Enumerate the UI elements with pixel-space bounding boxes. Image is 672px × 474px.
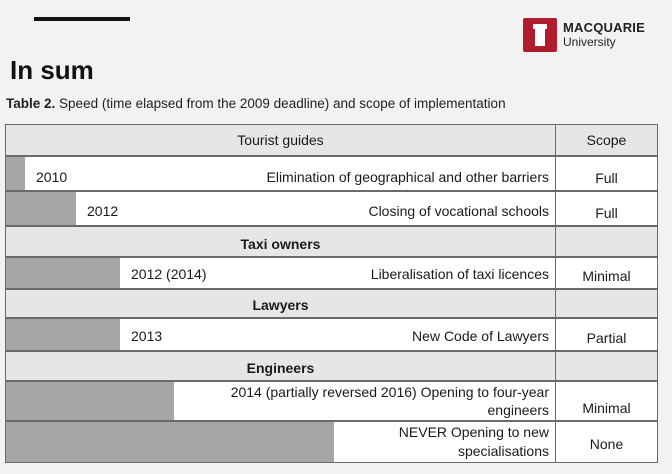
row-year: 2012 xyxy=(87,203,119,219)
row-scope: Full xyxy=(555,191,658,226)
elapsed-bar xyxy=(6,258,120,288)
table-row xyxy=(5,381,658,421)
row-scope: Full xyxy=(555,156,658,191)
elapsed-bar xyxy=(6,319,120,350)
logo-line2: University xyxy=(563,35,616,49)
section-engineers: Engineers xyxy=(246,360,315,376)
row-desc-line2: engineers xyxy=(487,402,549,418)
row-desc-line1: 2014 (partially reversed 2016) Opening to four-year xyxy=(230,384,549,400)
row-scope: Partial xyxy=(555,318,658,351)
table-row xyxy=(5,318,658,351)
table-row xyxy=(5,156,658,191)
table-row xyxy=(5,257,658,289)
row-scope: Minimal xyxy=(555,257,658,289)
row-desc-line1: NEVER Opening to new xyxy=(398,424,549,440)
elapsed-bar xyxy=(6,157,25,190)
elapsed-bar xyxy=(6,422,334,462)
section-lawyers: Lawyers xyxy=(252,297,309,313)
crest-icon xyxy=(523,18,557,52)
top-rule xyxy=(34,17,130,21)
header-tourist-guides: Tourist guides xyxy=(237,132,324,148)
caption-text: Speed (time elapsed from the 2009 deadline) and scope of implementation xyxy=(59,96,506,111)
university-logo xyxy=(523,17,645,53)
table-row xyxy=(5,421,658,463)
row-year: 2010 xyxy=(36,169,68,185)
row-desc: Elimination of geographical and other barriers xyxy=(266,169,549,185)
row-scope: Minimal xyxy=(555,381,658,421)
logo-line1: MACQUARIE xyxy=(563,20,645,35)
section-taxi-owners: Taxi owners xyxy=(240,236,321,252)
section-row xyxy=(5,289,658,318)
row-desc: New Code of Lawyers xyxy=(412,328,549,344)
row-desc: Closing of vocational schools xyxy=(368,203,549,219)
slide-title: In sum xyxy=(10,55,94,85)
row-year: 2013 xyxy=(131,328,163,344)
table-caption xyxy=(6,96,506,111)
row-scope: None xyxy=(555,421,658,463)
table-header-row xyxy=(5,124,658,156)
section-row xyxy=(5,226,658,257)
elapsed-bar xyxy=(6,382,174,420)
caption-label: Table 2. xyxy=(6,96,56,111)
elapsed-bar xyxy=(6,192,76,225)
section-row xyxy=(5,351,658,381)
row-year: 2012 (2014) xyxy=(131,266,207,282)
row-desc: Liberalisation of taxi licences xyxy=(370,266,549,282)
table-row xyxy=(5,191,658,226)
header-scope: Scope xyxy=(555,124,658,156)
row-desc-line2: specialisations xyxy=(457,443,549,459)
